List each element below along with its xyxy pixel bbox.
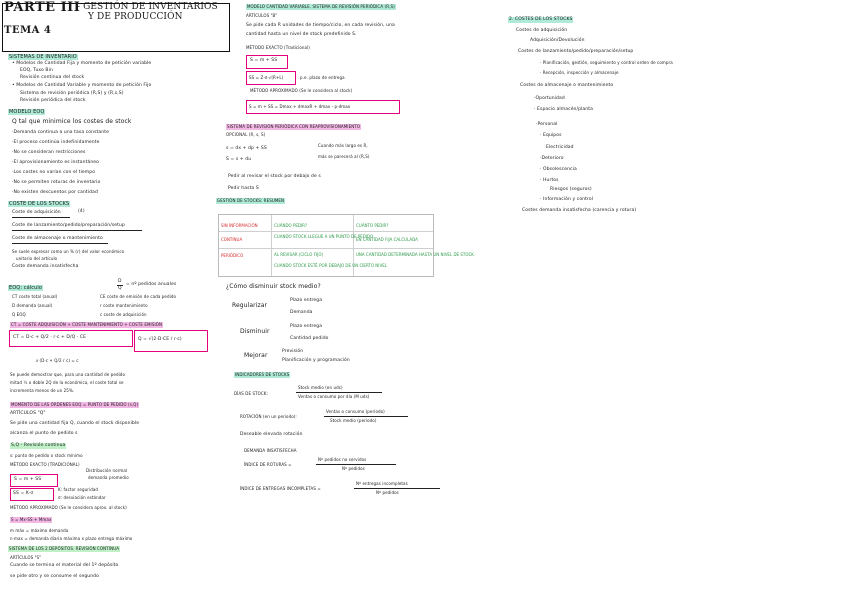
text-line: CT coste total (anual) bbox=[12, 294, 58, 299]
formula-ss2: SS = Z·σ·√(R+L) bbox=[249, 75, 284, 80]
table-cell: UNA CANTIDAD DETERMINADA HASTA UN NIVEL DE STOCK bbox=[356, 252, 474, 257]
text-line: Se suele expresar como un % (r) del valor económico bbox=[12, 249, 125, 254]
text-line: ARTÍCULOS "S" bbox=[10, 555, 42, 560]
text-line: Costes de almacenaje o mantenimiento bbox=[520, 83, 614, 88]
text-line: s: punto de pedido o stock mínimo bbox=[10, 453, 83, 458]
dos-cajones-heading: SISTEMA DE LOS 2 DEPÓSITOS. REVISIÓN CONTINUA bbox=[9, 546, 120, 551]
rss-heading: SISTEMA DE REVISIÓN PERIÓDICA CON REAPROVISIONAMIENTO bbox=[227, 124, 361, 129]
text-line: c coste de adquisición bbox=[100, 312, 147, 317]
text-line: Pedir al revisar el stock por debajo de s bbox=[228, 174, 321, 179]
text-line: DÍAS DE STOCK: bbox=[234, 391, 268, 396]
text-line: Costes de adquisición bbox=[516, 28, 568, 33]
text-line: Coste de adquisición bbox=[12, 210, 61, 215]
gestion-heading: GESTIÓN DE STOCKS: RESUMEN bbox=[217, 198, 285, 203]
text-line: Cuando más largo es R, bbox=[318, 143, 368, 148]
text-line: Nº pedidos bbox=[342, 466, 365, 471]
text-line: mitad ½ o doble 2Q de la económica, el coste total se bbox=[10, 380, 124, 385]
text-line: más se parecerá al (R,S) bbox=[318, 154, 370, 159]
text-line: Ventas o consumo (periodo) bbox=[326, 409, 385, 414]
eoq-heading: MODELO EOQ bbox=[9, 109, 45, 115]
text-line: Sistema de revisión periódica (R,S) y (R,s,S) bbox=[20, 91, 124, 96]
text-line: · Espacio almacén/planta bbox=[534, 107, 593, 112]
text-line: (4) bbox=[78, 209, 85, 214]
eoq-calc-heading: EOQ: cálculo bbox=[9, 285, 43, 291]
formula-q: Q = √(2·D·CE / r·c) bbox=[138, 337, 182, 342]
table-cell: PERIÓDICO bbox=[221, 253, 244, 258]
text-line: ·No existen descuentos por cantidad bbox=[12, 190, 98, 195]
text-line: K: factor seguridad bbox=[58, 487, 99, 492]
title-subtitle-2: Y DE PRODUCCIÓN bbox=[88, 12, 183, 22]
text-line: Cantidad pedido bbox=[290, 336, 329, 341]
text-line: ÍNDICE DE ENTREGAS INCOMPLETAS = bbox=[240, 486, 321, 491]
text-line: ¿Cómo disminuir stock medio? bbox=[226, 283, 321, 290]
formula-smax: S = Mx-SS + Mmax bbox=[11, 517, 52, 522]
text-line: Q EOQ bbox=[12, 312, 26, 317]
text-line: ·Personal bbox=[536, 122, 558, 127]
text-line: Coste de almacenaje o mantenimiento bbox=[12, 236, 103, 241]
text-line: Planificación y programación bbox=[282, 358, 350, 363]
text-line: Disminuir bbox=[240, 328, 270, 335]
text-line: Regularizar bbox=[232, 302, 268, 309]
text-line: Demanda bbox=[290, 310, 313, 315]
text-line: ARTÍCULOS "B" bbox=[246, 13, 278, 18]
text-line: · Planificación, gestión, seguimiento y control orden de compra bbox=[540, 60, 673, 65]
table-cell: CONTINUA bbox=[221, 237, 243, 242]
text-line: Previsión bbox=[282, 349, 304, 354]
text-line: Nº entregas incompletas bbox=[356, 481, 408, 486]
text-line: Coste de lanzamiento/pedido/preparación/setup bbox=[12, 223, 125, 228]
d-over-q-den: Q bbox=[118, 286, 122, 291]
text-line: Revisión continua del stock bbox=[20, 75, 85, 80]
text-line: Cuando se termina el material del 1º depósito bbox=[10, 563, 119, 568]
aprox-heading: MÉTODO APROXIMADO (Se le considera aprox. al stock) bbox=[10, 505, 127, 510]
table-cell: CUANDO STOCK ESTÉ POR DEBAJO DE UN CIERTO NIVEL bbox=[274, 263, 387, 268]
text-line: ROTACIÓN (en un periodo): bbox=[240, 414, 297, 419]
text-line: Se pide cada R unidades de tiempo/ciclo, en cada revisión, una bbox=[246, 23, 395, 28]
title-parte: PARTE III bbox=[4, 0, 81, 15]
text-line: ·El proceso continúa indefinidamente bbox=[12, 140, 100, 145]
text-line: • Modelos de Cantidad Fija y momento de petición variable bbox=[12, 61, 152, 66]
table-header: CUÁNDO PEDIR? bbox=[274, 223, 308, 228]
text-line: Plazo entrega bbox=[290, 298, 323, 303]
text-line: Deseable elevada rotación bbox=[240, 432, 303, 437]
text-line: D demanda (anual) bbox=[12, 303, 53, 308]
formula-aprox: S = m + SS = Dmax + dmaxR + dmax - p·dmax bbox=[249, 104, 351, 109]
text-line: • Modelos de Cantidad Variable y momento de petición Fijo bbox=[12, 83, 152, 88]
text-line: cantidad hasta un nivel de stock predefinido S. bbox=[246, 32, 357, 37]
text-line: OPCIONAL (R, s, S) bbox=[226, 132, 266, 137]
text-line: ·Demanda continua a una tasa constante bbox=[12, 130, 109, 135]
ct-heading: CT = COSTE ADQUISICIÓN + COSTE MANTENIMIENTO + COSTE EMISIÓN bbox=[11, 322, 163, 327]
sistemas-heading: SISTEMAS DE INVENTARIO bbox=[9, 54, 77, 60]
text-line: n·max = demanda diaria máxima x plazo entrega máximo bbox=[10, 536, 133, 541]
text-line: ·No se consideran restricciones bbox=[12, 150, 86, 155]
text-line: Nº pedidos no servidos bbox=[318, 457, 367, 462]
col2-heading: MODELO CANTIDAD VARIABLE. SISTEMA DE REVISIÓN PERIÓDICA (R,S) bbox=[247, 4, 395, 9]
text-line: ·Los costes no varían con el tiempo bbox=[12, 170, 96, 175]
text-line: alcanza el punto de pedido s bbox=[10, 431, 78, 436]
text-line: Mejorar bbox=[244, 352, 268, 359]
text-line: p.e. plazo de entrega bbox=[300, 75, 345, 80]
text-line: MÉTODO EXACTO (Tradicional) bbox=[246, 45, 310, 50]
text-line: ·Deterioro bbox=[540, 156, 564, 161]
text-line: ·Oportunidad bbox=[534, 96, 565, 101]
sq-heading: S,Q - Revisión continua bbox=[11, 443, 66, 448]
table-header: SIN INFORMACIÓN bbox=[221, 223, 258, 228]
text-line: = nº pedidos anuales bbox=[126, 282, 177, 287]
formula-s3: s = dx + dp + SS bbox=[226, 146, 267, 151]
table-cell: CUANDO STOCK LLEGUE A UN PUNTO DE PEDIDO bbox=[274, 234, 374, 239]
summary-table bbox=[218, 214, 474, 277]
text-line: Revisión periódica del stock bbox=[20, 98, 86, 103]
formula-s2: S = m + SS bbox=[250, 58, 278, 63]
text-line: incrementa menos de un 25%. bbox=[10, 388, 75, 393]
text-line: m máx = máximo demanda bbox=[10, 528, 69, 533]
formula-ss: SS = K·σ bbox=[13, 491, 34, 496]
col3-heading: 2. COSTES DE LOS STOCKS bbox=[509, 17, 573, 22]
text-line: · Equipos bbox=[540, 133, 562, 138]
text-line: se pide otro y se consume el segundo bbox=[10, 574, 99, 579]
d-over-q: D bbox=[118, 279, 122, 284]
table-header: CUÁNTO PEDIR? bbox=[356, 223, 389, 228]
text-line: σ: desviación estándar bbox=[58, 495, 106, 500]
indicadores-heading: INDICADORES DE STOCKS bbox=[235, 372, 290, 377]
formula-s: S = m + SS bbox=[14, 477, 42, 482]
text-line: Costes demanda insatisfecha (carencia y rotura) bbox=[522, 208, 637, 213]
text-line: MÉTODO APROXIMADO (Se le considera al stock) bbox=[250, 88, 353, 93]
coste-heading: COSTE DE LOS STOCKS bbox=[9, 201, 70, 207]
text-line: Electricidad bbox=[546, 145, 574, 150]
text-line: Plazo entrega bbox=[290, 324, 323, 329]
text-line: · Recepción, inspección y almacenaje bbox=[540, 70, 619, 75]
text-line: EOQ, Tuxo Bin bbox=[20, 68, 53, 73]
text-line: ARTÍCULOS "Q" bbox=[10, 411, 46, 416]
text-line: CE coste de emisión de cada pedido bbox=[100, 294, 177, 299]
text-line: r coste mantenimiento bbox=[100, 303, 148, 308]
text-line: DEMANDA INSATISFECHA bbox=[244, 448, 297, 453]
text-line: Coste demanda insatisfecha bbox=[12, 264, 79, 269]
text-line: Se puede demostrar que, para una cantidad de pedido bbox=[10, 372, 125, 377]
text-line: · Obsolescencia bbox=[540, 167, 577, 172]
metodo-heading: MÉTODO EXACTO (TRADICIONAL) bbox=[10, 462, 80, 467]
title-subtitle-1: - GESTIÓN DE INVENTARIOS bbox=[77, 2, 218, 12]
text-line: Se pide una cantidad fija Q, cuando el stock disponible bbox=[10, 421, 140, 426]
text-line: Costes de lanzamiento/pedido/preparación/setup bbox=[518, 49, 634, 54]
formula-s4: S = s + du bbox=[226, 157, 252, 162]
text-line: Pedir hasta S bbox=[228, 186, 259, 191]
table-cell: EN CANTIDAD FIJA CALCULADA bbox=[356, 237, 418, 242]
text-line: demanda promedio bbox=[88, 475, 129, 480]
text-line: Ventas o consumo por día (M uds) bbox=[298, 394, 370, 399]
text-line: · Hurtos bbox=[540, 178, 559, 183]
text-line: Distribución normal bbox=[86, 468, 128, 473]
text-line: · Información y control bbox=[540, 197, 594, 202]
text-line: ·El aprovisionamiento es instantáneo bbox=[12, 160, 100, 165]
title-tema: TEMA 4 bbox=[4, 25, 52, 36]
table-cell: AL REVISAR (CICLO FIJO) bbox=[274, 252, 324, 257]
pedido-heading: MOMENTO DE LAS ÓRDENES EOQ = PUNTO DE PEDIDO (s,Q) bbox=[11, 402, 139, 407]
text-line: unitario del artículo bbox=[16, 256, 58, 261]
text-line: Q tal que minimice los costes de stock bbox=[12, 118, 132, 125]
text-line: ÍNDICE DE ROTURAS = bbox=[244, 462, 292, 467]
text-line: Nº pedidos bbox=[376, 490, 399, 495]
text-line: Riesgos (seguros) bbox=[550, 187, 592, 192]
text-line: ·No se permiten roturas de inventario bbox=[12, 180, 101, 185]
text-line: Stock medio (en uds) bbox=[298, 385, 343, 390]
formula-deriv: ∂ (D·c + Q/2 r c) = c bbox=[36, 358, 79, 363]
text-line: Stock medio (periodo) bbox=[330, 418, 377, 423]
formula-ct: CT = D·c + Q/2 · r·c + D/Q · CE bbox=[13, 335, 87, 340]
text-line: Adquisición/Devolución bbox=[530, 38, 585, 43]
